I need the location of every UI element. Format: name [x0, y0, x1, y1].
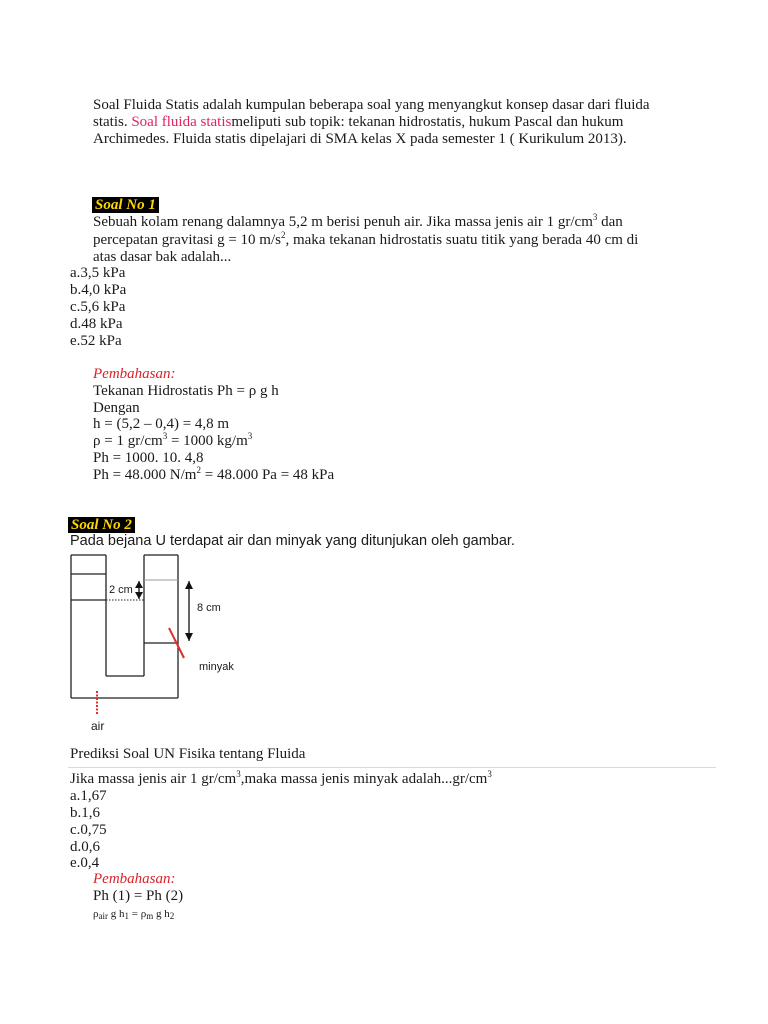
- q1-solution-text: Ph = 48.000 N/m: [93, 467, 197, 483]
- q1-line-3: atas dasar bak adalah...: [93, 249, 232, 265]
- q1-text: , maka tekanan hidrostatis suatu titik yang berada 40 cm di: [285, 232, 639, 248]
- q1-option-e: e.52 kPa: [70, 333, 122, 349]
- formula-text: g h: [108, 908, 125, 920]
- subscript: 1: [124, 911, 129, 921]
- q1-line-2: [93, 232, 638, 249]
- formula-text: g h: [153, 908, 170, 920]
- subscript: air: [98, 911, 108, 921]
- q1-solution-line-2: Dengan: [93, 400, 140, 416]
- q1-option-a: a.3,5 kPa: [70, 265, 126, 281]
- q1-option-d: d.48 kPa: [70, 316, 123, 332]
- q2-option-b: b.1,6: [70, 805, 100, 821]
- q2-sup: 3: [236, 769, 241, 779]
- q1-solution-line-3: h = (5,2 – 0,4) = 4,8 m: [93, 416, 230, 432]
- q2-option-a: a.1,67: [70, 788, 107, 804]
- label-2cm: 2 cm: [109, 584, 133, 596]
- q1-sup: 3: [592, 212, 598, 222]
- q2-option-e: e.0,4: [70, 855, 100, 871]
- label-minyak: minyak: [199, 661, 234, 673]
- q1-label-text: Soal No 1: [92, 197, 159, 213]
- q1-sup: 3: [162, 431, 168, 441]
- q2-solution-label: Pembahasan:: [93, 871, 176, 887]
- q1-solution-label: Pembahasan:: [93, 366, 176, 382]
- intro-text: statis.: [93, 114, 132, 130]
- q1-label: [92, 197, 159, 214]
- rho-symbol: ρ: [93, 908, 99, 920]
- q2-label-text: Soal No 2: [68, 517, 135, 533]
- subscript: 2: [169, 911, 175, 921]
- intro-text: meliputi sub topik: tekanan hidrostatis, hukum Pascal dan hukum: [231, 114, 624, 130]
- q2-option-c: c.0,75: [70, 822, 107, 838]
- q1-text: percepatan gravitasi g = 10 m/s: [93, 232, 281, 248]
- u-tube-diagram: [60, 550, 270, 740]
- q1-option-c: c.5,6 kPa: [70, 299, 126, 315]
- intro-line-1: Soal Fluida Statis adalah kumpulan beberapa soal yang menyangkut konsep dasar dari fluida: [93, 97, 650, 113]
- intro-line-2: [93, 114, 623, 131]
- q1-solution-line-5: Ph = 1000. 10. 4,8: [93, 450, 204, 466]
- divider: [68, 767, 716, 768]
- q2-text: Pada bejana U terdapat air dan minyak yang ditunjukan oleh gambar.: [70, 533, 515, 549]
- q1-solution-line-6: [93, 467, 334, 484]
- q1-text: dan: [597, 214, 623, 230]
- label-air: air: [91, 719, 105, 733]
- q1-sup: 2: [196, 465, 201, 475]
- q1-solution-text: ρ = 1 gr/cm: [93, 433, 163, 449]
- intro-line-3: Archimedes. Fluida statis dipelajari di SMA kelas X pada semester 1 ( Kurikulum 2013).: [93, 131, 627, 147]
- q2-question: [70, 771, 492, 788]
- q2-label: [68, 517, 135, 534]
- q2-question-text: Jika massa jenis air 1 gr/cm: [70, 771, 237, 787]
- q2-sup: 3: [487, 769, 492, 779]
- q1-line-1: [93, 214, 623, 231]
- q2-solution-line-2: [93, 906, 174, 923]
- label-8cm: 8 cm: [197, 602, 221, 614]
- q1-solution-line-1: Tekanan Hidrostatis Ph = ρ g h: [93, 383, 279, 399]
- soal-fluida-statis-link[interactable]: Soal fluida statis: [131, 114, 232, 130]
- q1-text: Sebuah kolam renang dalamnya 5,2 m berisi penuh air. Jika massa jenis air 1 gr/cm: [93, 214, 593, 230]
- q1-solution-text: = 48.000 Pa = 48 kPa: [200, 467, 335, 483]
- q2-option-d: d.0,6: [70, 839, 100, 855]
- q1-sup: 2: [280, 230, 286, 240]
- q1-sup: 3: [247, 431, 253, 441]
- q1-solution-text: = 1000 kg/m: [167, 433, 248, 449]
- q1-solution-line-4: [93, 433, 252, 450]
- prediction-heading: Prediksi Soal UN Fisika tentang Fluida: [70, 746, 306, 762]
- q2-question-text: ,maka massa jenis minyak adalah...gr/cm: [240, 771, 488, 787]
- q1-option-b: b.4,0 kPa: [70, 282, 127, 298]
- formula-text: = ρ: [129, 908, 147, 920]
- subscript: m: [146, 911, 154, 921]
- q2-solution-line-1: Ph (1) = Ph (2): [93, 888, 184, 904]
